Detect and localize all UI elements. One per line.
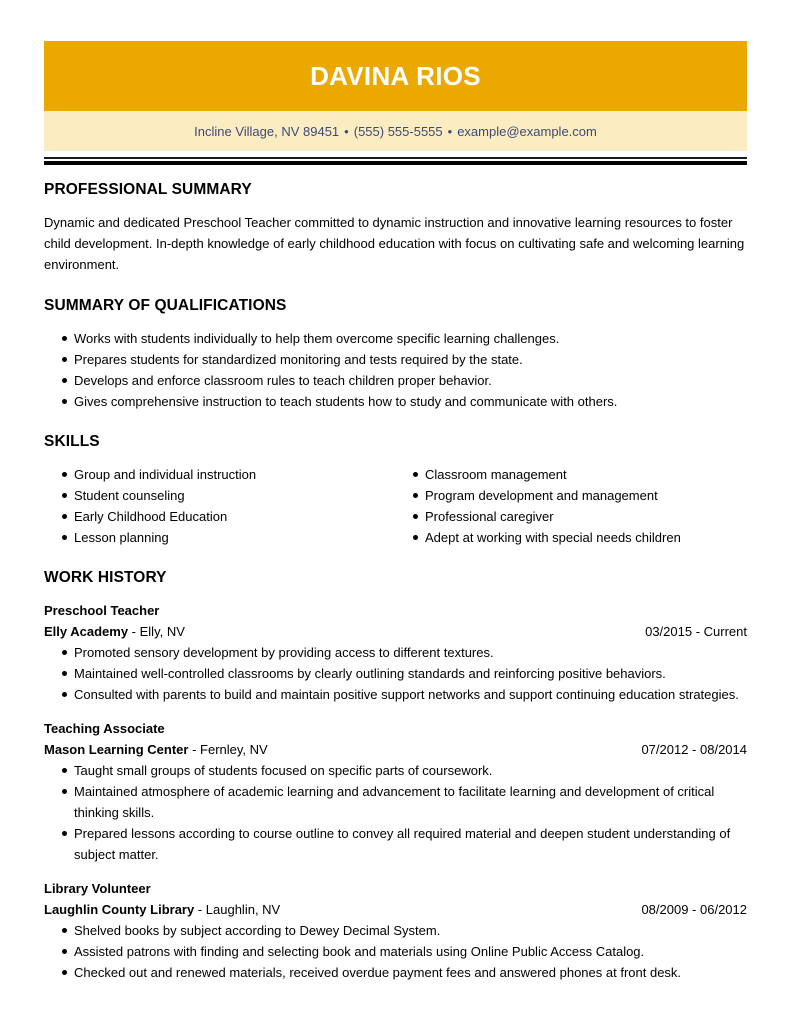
skill-item: Classroom management [395, 464, 746, 485]
list-item: Taught small groups of students focused on specific parts of coursework. [44, 760, 747, 781]
list-item: Assisted patrons with finding and selecting book and materials using Online Public Access Catalog. [44, 941, 747, 962]
job-duties [44, 760, 747, 865]
list-item: Shelved books by subject according to Dewey Decimal System. [44, 920, 747, 941]
list-item: Prepared lessons according to course outline to convey all required material and deepen student understanding of subject matter. [44, 823, 747, 865]
job-duties [44, 642, 747, 705]
job-entry [44, 878, 747, 983]
candidate-name: DAVINA RIOS [310, 60, 481, 91]
section-heading: SKILLS [44, 433, 100, 450]
list-item: Checked out and renewed materials, received overdue payment fees and answered phones at front desk. [44, 962, 747, 983]
contact-separator: • [344, 123, 349, 139]
list-item: Prepares students for standardized monitoring and tests required by the state. [44, 349, 747, 370]
contact-bar [44, 111, 747, 151]
job-entry [44, 718, 747, 865]
job-location: - Elly, NV [128, 624, 185, 639]
qualifications-list [44, 328, 747, 412]
section-work-history [44, 569, 747, 983]
skills-grid [44, 464, 747, 548]
section-heading: WORK HISTORY [44, 569, 167, 586]
list-item: Promoted sensory development by providing access to different textures. [44, 642, 747, 663]
contact-city: Incline Village, NV 89451 [194, 123, 340, 139]
list-item: Consulted with parents to build and maintain positive support networks and support continuing education strategies. [44, 684, 747, 705]
job-employer-line [44, 621, 747, 642]
skill-item: Professional caregiver [395, 506, 746, 527]
list-item: Works with students individually to help them overcome specific learning challenges. [44, 328, 747, 349]
header-divider-thick [44, 161, 747, 165]
contact-email: example@example.com [457, 123, 597, 139]
header-divider-thin [44, 157, 747, 159]
section-heading: PROFESSIONAL SUMMARY [44, 181, 252, 198]
job-dates: 08/2009 - 06/2012 [641, 902, 747, 917]
section-heading: SUMMARY OF QUALIFICATIONS [44, 297, 287, 314]
job-company: Elly Academy [44, 624, 129, 639]
job-employer-line [44, 899, 747, 920]
skill-item: Group and individual instruction [44, 464, 395, 485]
list-item: Develops and enforce classroom rules to teach children proper behavior. [44, 370, 747, 391]
skill-item: Early Childhood Education [44, 506, 395, 527]
skill-item: Lesson planning [44, 527, 395, 548]
job-entry [44, 600, 747, 705]
list-item: Gives comprehensive instruction to teach students how to study and communicate with others. [44, 391, 747, 412]
job-title: Preschool Teacher [44, 603, 160, 618]
skills-column-right [395, 464, 746, 548]
job-location: - Fernley, NV [188, 742, 268, 757]
job-company: Mason Learning Center [44, 742, 189, 757]
job-title: Teaching Associate [44, 721, 165, 736]
job-company: Laughlin County Library [44, 902, 195, 917]
section-professional-summary [44, 181, 747, 275]
skills-column-left [44, 464, 395, 548]
resume-header [44, 41, 747, 165]
list-item: Maintained atmosphere of academic learning and advancement to facilitate learning and development of critical thinking skills. [44, 781, 747, 823]
contact-phone: (555) 555-5555 [353, 123, 443, 139]
job-dates: 03/2015 - Current [645, 624, 747, 639]
name-banner [44, 41, 747, 111]
job-dates: 07/2012 - 08/2014 [641, 742, 747, 757]
job-duties [44, 920, 747, 983]
skill-item: Student counseling [44, 485, 395, 506]
list-item: Maintained well-controlled classrooms by clearly outlining standards and reinforcing positive behaviors. [44, 663, 747, 684]
section-skills [44, 433, 747, 548]
job-location: - Laughlin, NV [194, 902, 281, 917]
job-title: Library Volunteer [44, 881, 151, 896]
skill-item: Adept at working with special needs children [395, 527, 746, 548]
summary-text: Dynamic and dedicated Preschool Teacher committed to dynamic instruction and innovative learning resources to foster child development. In-depth knowledge of early childhood education with focus on cultivating safe and welcoming learning environment. [44, 215, 745, 272]
job-employer-line [44, 739, 747, 760]
section-qualifications [44, 297, 747, 412]
skill-item: Program development and management [395, 485, 746, 506]
contact-separator: • [447, 123, 453, 139]
